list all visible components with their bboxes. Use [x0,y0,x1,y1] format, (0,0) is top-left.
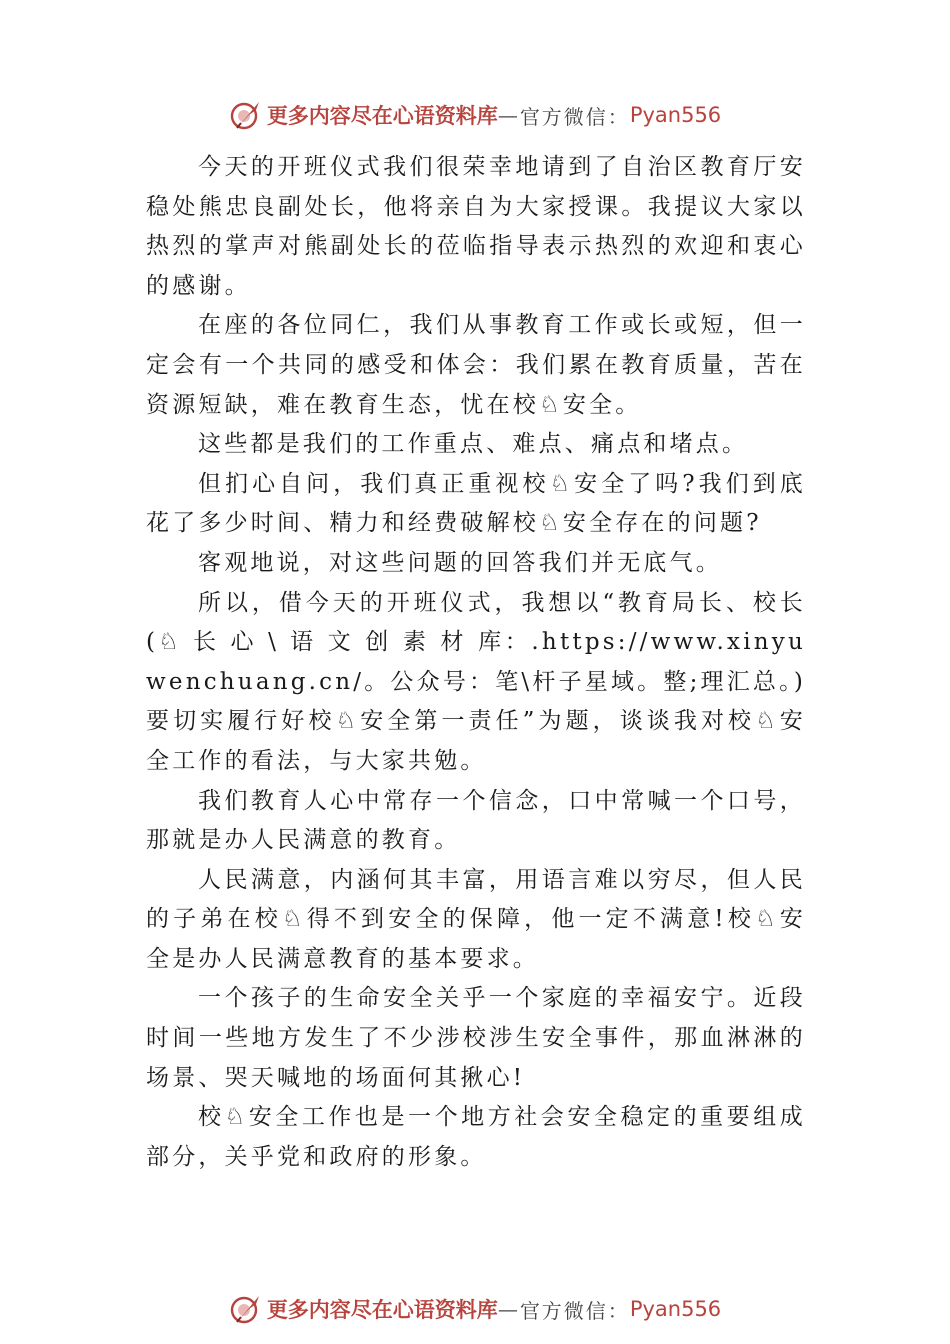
banner-wechat-id: Pyan556 [629,1297,722,1321]
quill-logo-icon [229,1292,263,1326]
paragraph-2: 在座的各位同仁，我们从事教育工作或长或短，但一定会有一个共同的感受和体会：我们累在教育质量，苦在资源短缺，难在教育生态，忧在校♘安全。 [146,312,806,418]
document-body [146,148,806,1177]
banner-wechat-label: 官方微信： [519,104,630,129]
paragraph-3: 这些都是我们的工作重点、难点、痛点和堵点。 [198,431,749,458]
paragraph-10: 校♘安全工作也是一个地方社会安全稳定的重要组成部分，关乎党和政府的形象。 [146,1104,806,1170]
paragraph-4: 但扪心自问，我们真正重视校♘安全了吗?我们到底花了多少时间、精力和经费破解校♘安全存在的问题? [146,470,806,537]
paragraph-6: 所以，借今天的开班仪式，我想以“教育局长、校长(♘ 长 心 \ 语 文 创 素 材 库：.https://www.xinyuwenchuang.cn/。公众号：笔\杆子星域。整;理汇总。)要切实履行好校♘安全第一责任”为题，谈谈我对校♘安全工作的看法，与大家共勉。 [146,589,806,774]
paragraph-7: 我们教育人心中常存一个信念，口中常喊一个口号，那就是办人民满意的教育。 [146,787,806,854]
paragraph-5: 客观地说，对这些问题的回答我们并无底气。 [198,549,722,576]
banner-dash: — [497,103,520,127]
quill-logo-icon [229,98,263,132]
banner-wechat-label: 官方微信： [519,1298,630,1323]
banner-site-name: 更多内容尽在心语资料库 [266,1297,498,1322]
paragraph-8: 人民满意，内涵何其丰富，用语言难以穷尽，但人民的子弟在校♘得不到安全的保障，他一定不满意!校♘安全是办人民满意教育的基本要求。 [146,866,806,972]
banner-dash: — [497,1297,520,1321]
banner-site-name: 更多内容尽在心语资料库 [266,103,498,128]
banner-wechat-id: Pyan556 [629,103,722,127]
paragraph-9: 一个孩子的生命安全关乎一个家庭的幸福安宁。近段时间一些地方发生了不少涉校涉生安全事件，那血淋淋的场景、哭天喊地的场面何其揪心! [146,985,806,1091]
paragraph-1: 今天的开班仪式我们很荣幸地请到了自治区教育厅安稳处熊忠良副处长，他将亲自为大家授课。我提议大家以热烈的掌声对熊副处长的莅临指导表示热烈的欢迎和衷心的感谢。 [146,154,806,299]
header-banner [0,95,950,135]
footer-banner [0,1289,950,1329]
